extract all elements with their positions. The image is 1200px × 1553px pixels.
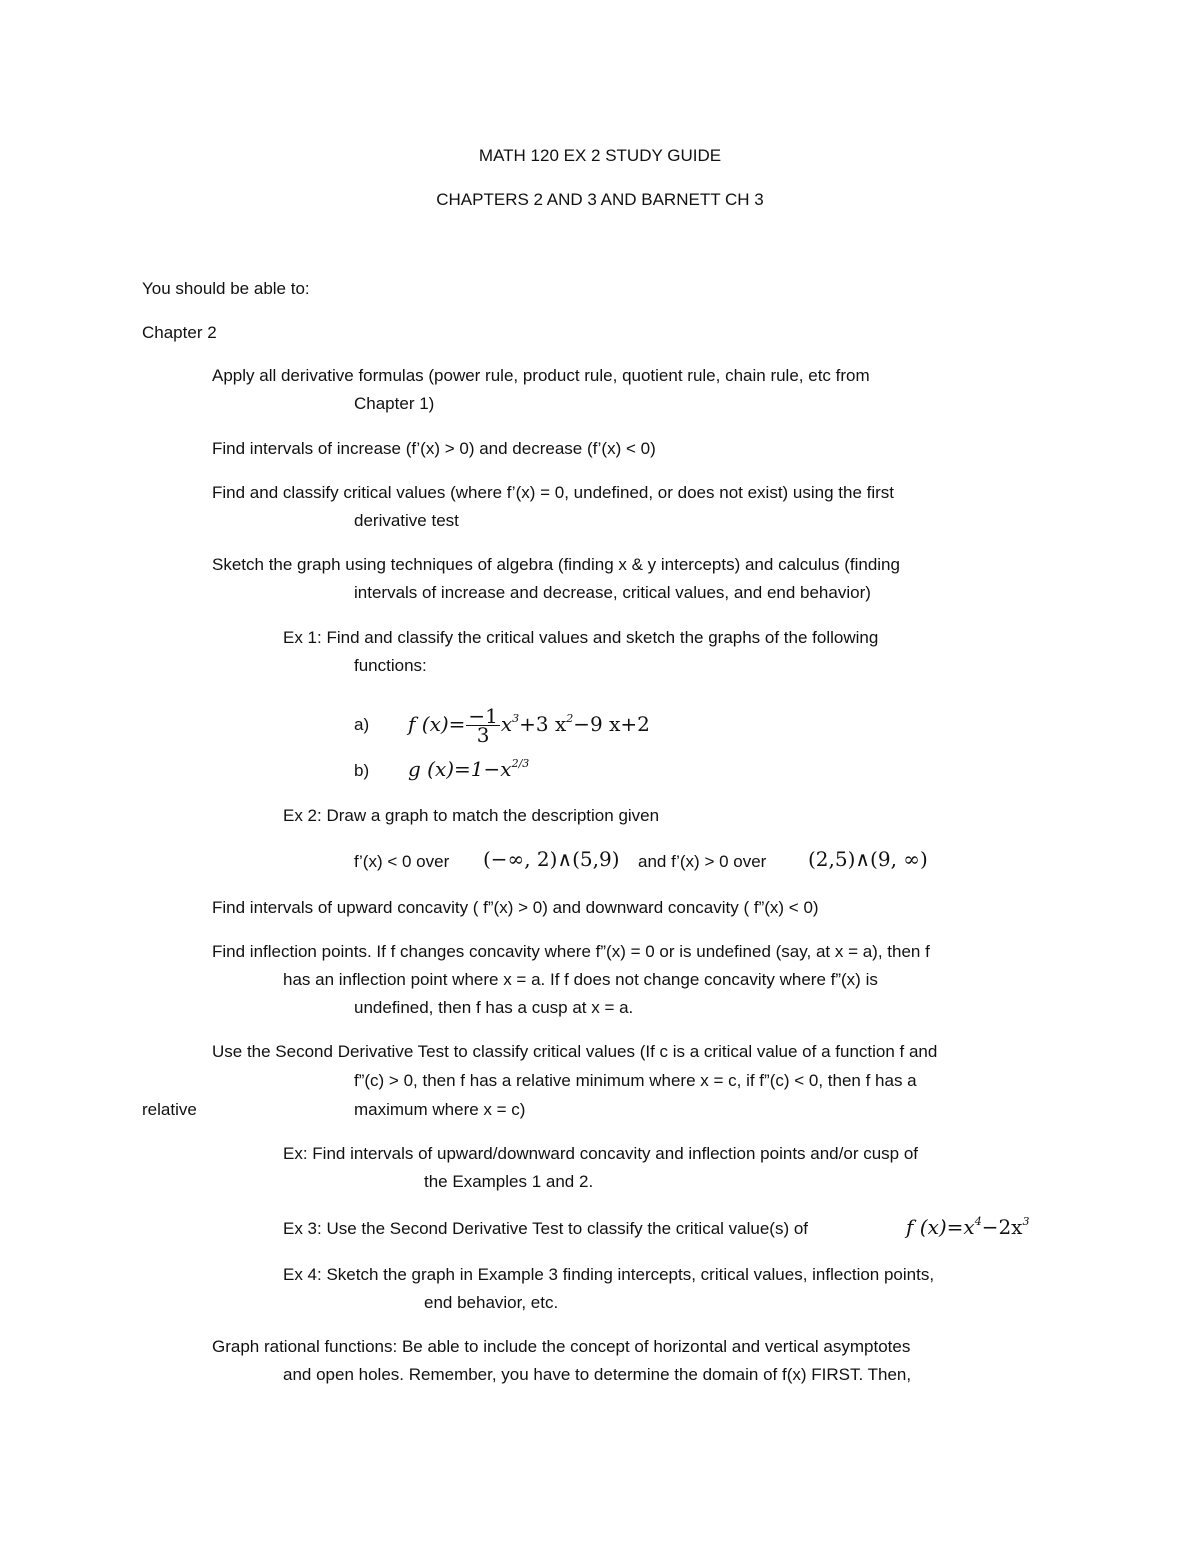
ex1-b-formula — [408, 758, 529, 780]
item-second-relative: relative — [142, 1100, 197, 1119]
ex3-text: Ex 3: Use the Second Derivative Test to classify the critical value(s) of — [283, 1219, 809, 1238]
ex2-condition-b: and f’(x) > 0 over — [638, 852, 767, 871]
ex4-line2: end behavior, etc. — [424, 1293, 559, 1312]
ex1-a-denominator: 3 — [476, 723, 490, 747]
ex1-a-formula — [408, 700, 650, 748]
ex1-a-rest: −9 x+2 — [573, 712, 650, 736]
item-apply-line2: Chapter 1) — [354, 394, 435, 413]
intro-text: You should be able to: — [142, 279, 310, 298]
ex1-line1: Ex 1: Find and classify the critical values and sketch the graphs of the following — [283, 628, 879, 647]
item-intervals: Find intervals of increase (f’(x) > 0) and decrease (f’(x) < 0) — [212, 439, 656, 458]
chapter-heading: Chapter 2 — [142, 323, 217, 342]
ex1-b-exp: 2/3 — [511, 757, 530, 770]
item-sketch-line1: Sketch the graph using techniques of algebra (finding x & y intercepts) and calculus (finding — [212, 555, 900, 574]
ex2-condition-a: f’(x) < 0 over — [354, 852, 450, 871]
page-title: MATH 120 EX 2 STUDY GUIDE — [478, 146, 722, 165]
ex1-b-lhs: g (x)=1−x — [408, 757, 512, 781]
ex2-line1: Ex 2: Draw a graph to match the description given — [283, 806, 660, 825]
item-second-line1: Use the Second Derivative Test to classify critical values (If c is a critical value of a function f and — [212, 1042, 938, 1061]
ex3-mid: −2x — [981, 1215, 1023, 1239]
ex3-exp2: 3 — [1022, 1215, 1030, 1228]
page-subtitle: CHAPTERS 2 AND 3 AND BARNETT CH 3 — [436, 190, 764, 209]
ex2-interval-decreasing: (−∞, 2)∧(5,9) — [483, 847, 620, 871]
item-apply-line1: Apply all derivative formulas (power rule, product rule, quotient rule, chain rule, etc from — [212, 366, 870, 385]
item-critical-line2: derivative test — [354, 511, 459, 530]
ex1-a-exp1: 3 — [512, 712, 520, 725]
ex3-exp1: 4 — [974, 1215, 982, 1228]
ex1-b-label: b) — [354, 761, 370, 780]
ex-concavity-line2: the Examples 1 and 2. — [424, 1172, 594, 1191]
ex1-a-mid: +3 x — [519, 712, 567, 736]
ex1-a-label: a) — [354, 715, 370, 734]
item-inflection-line1: Find inflection points. If f changes concavity where f”(x) = 0 or is undefined (say, at x = a), then f — [212, 942, 930, 961]
ex1-a-lhs: f (x)= — [408, 712, 466, 736]
item-rational-line2: and open holes. Remember, you have to determine the domain of f(x) FIRST. Then, — [283, 1365, 912, 1384]
ex3-formula — [906, 1216, 1029, 1238]
ex2-interval-increasing: (2,5)∧(9, ∞) — [808, 847, 928, 871]
item-second-line3: maximum where x = c) — [354, 1100, 526, 1119]
ex4-line1: Ex 4: Sketch the graph in Example 3 finding intercepts, critical values, inflection points, — [283, 1265, 935, 1284]
ex3-lhs: f (x)=x — [906, 1215, 975, 1239]
item-rational-line1: Graph rational functions: Be able to include the concept of horizontal and vertical asymptotes — [212, 1337, 911, 1356]
ex-concavity-line1: Ex: Find intervals of upward/downward concavity and inflection points and/or cusp of — [283, 1144, 919, 1163]
ex1-a-fraction — [466, 704, 499, 747]
item-critical-line1: Find and classify critical values (where f’(x) = 0, undefined, or does not exist) using the first — [212, 483, 895, 502]
item-second-line2: f”(c) > 0, then f has a relative minimum where x = c, if f”(c) < 0, then f has a — [354, 1071, 917, 1090]
item-concavity: Find intervals of upward concavity ( f”(x) > 0) and downward concavity ( f”(x) < 0) — [212, 898, 819, 917]
ex1-a-x1: x — [500, 712, 513, 736]
item-inflection-line2: has an inflection point where x = a. If f does not change concavity where f”(x) is — [283, 970, 878, 989]
ex1-a-numerator: −1 — [468, 704, 498, 728]
ex1-line2: functions: — [354, 656, 427, 675]
ex1-a-exp2: 2 — [566, 712, 574, 725]
item-sketch-line2: intervals of increase and decrease, critical values, and end behavior) — [354, 583, 871, 602]
item-inflection-line3: undefined, then f has a cusp at x = a. — [354, 998, 634, 1017]
